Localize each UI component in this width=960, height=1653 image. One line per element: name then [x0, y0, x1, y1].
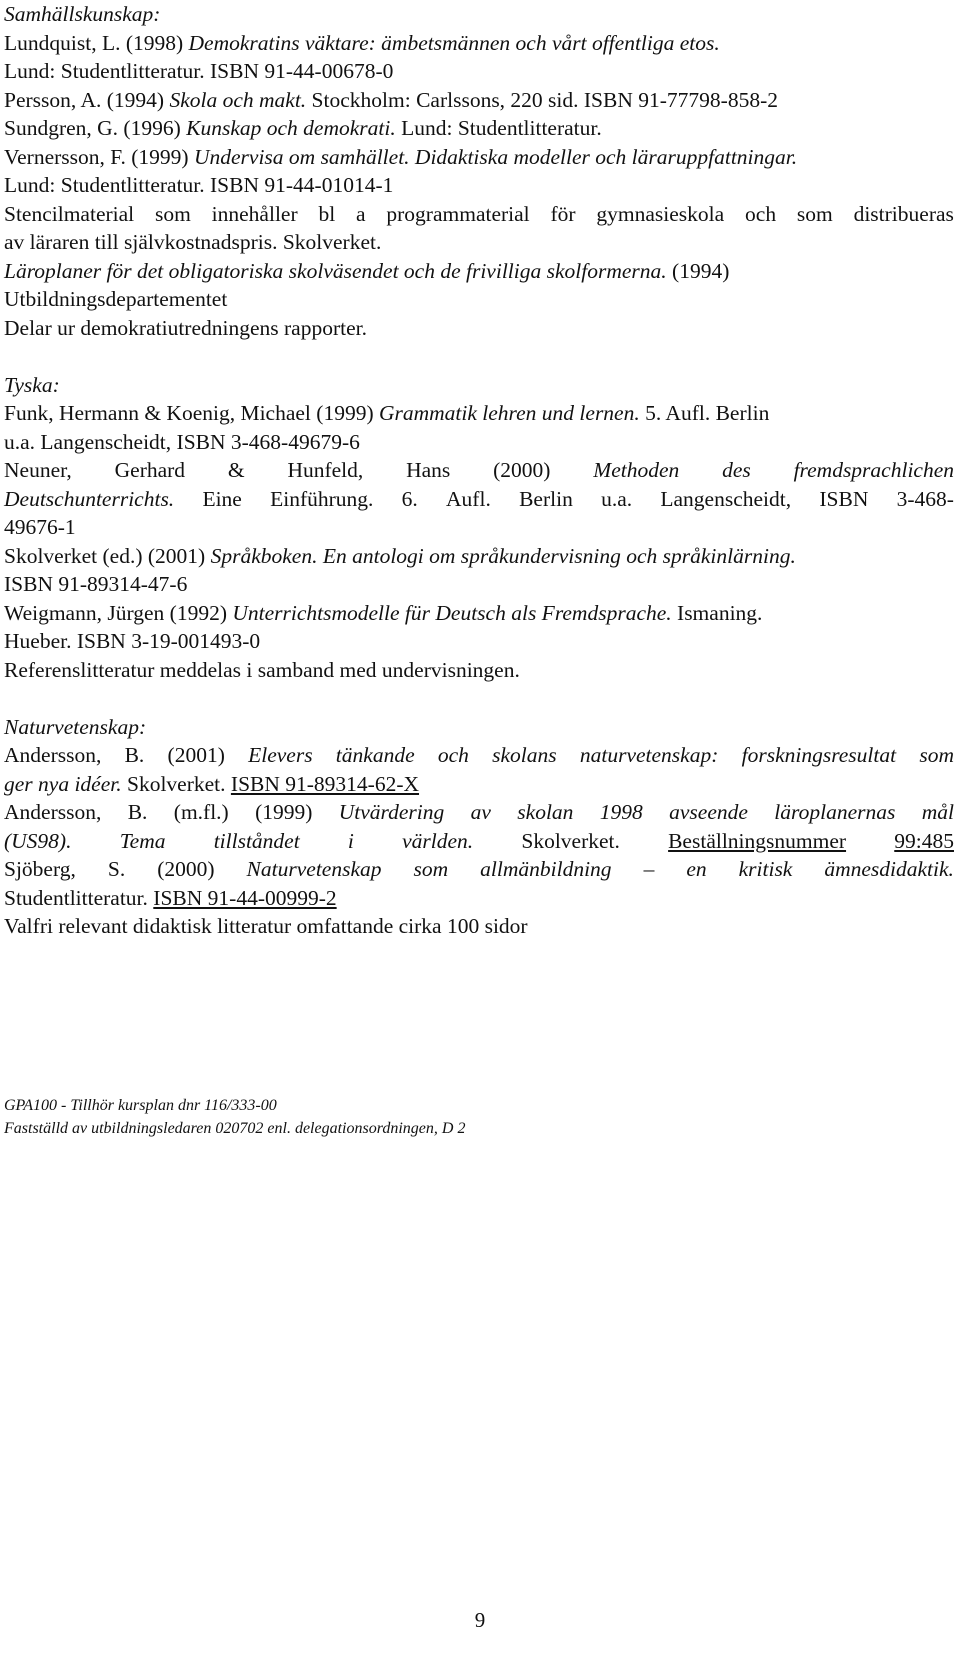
reference-word: innehåller: [211, 201, 298, 226]
reference-word: &: [227, 458, 245, 482]
reference-line: [4, 456, 954, 485]
reference-word: allmänbildning: [480, 857, 612, 881]
reference-word: mål: [921, 800, 954, 824]
reference-title: Kunskap och demokrati.: [186, 116, 396, 140]
reference-text: Funk, Hermann & Koenig, Michael (1999): [4, 401, 379, 425]
reference-word: Gerhard: [114, 458, 186, 482]
reference-line: [4, 627, 954, 656]
reference-text: Lund: Studentlitteratur. ISBN 91-44-00678-0: [4, 59, 394, 83]
reference-link: ISBN 91-44-00999-2: [153, 885, 337, 910]
reference-text: Referenslitteratur meddelas i samband med undervisningen.: [4, 657, 520, 682]
reference-word: och: [745, 201, 777, 226]
reference-word: bl: [318, 201, 336, 226]
reference-word: gymnasieskola: [596, 201, 725, 226]
reference-word: Neuner,: [4, 458, 72, 482]
reference-word: fremdsprachlichen: [793, 458, 954, 482]
reference-word: ISBN: [819, 486, 869, 511]
reference-line: [4, 570, 954, 599]
reference-word: och: [437, 743, 469, 767]
reference-word: som: [919, 743, 954, 767]
reference-line: [4, 912, 954, 941]
heading-naturvetenskap: Naturvetenskap:: [4, 714, 147, 739]
reference-line: [4, 171, 954, 200]
reference-word: som: [796, 201, 833, 226]
reference-title: ger nya idéer.: [4, 771, 122, 796]
reference-word: Aufl.: [446, 486, 491, 511]
reference-title: Skola och makt.: [169, 87, 307, 112]
reference-text: Vernersson, F. (1999): [4, 144, 194, 169]
reference-line: [4, 485, 954, 514]
reference-word: en: [686, 857, 707, 881]
reference-word: Sjöberg,: [4, 857, 76, 881]
reference-word: Skolverket.: [521, 828, 620, 853]
reference-word: naturvetenskap:: [579, 743, 719, 767]
reference-line: [4, 285, 954, 314]
reference-word: Berlin: [519, 486, 573, 511]
reference-line: [4, 855, 954, 884]
reference-word: Deutschunterrichts.: [4, 486, 175, 511]
reference-word: distribueras: [853, 201, 954, 226]
reference-link: ISBN 91-89314-62-X: [230, 771, 420, 796]
reference-word: Elevers: [248, 743, 313, 767]
tyska-list: [4, 399, 954, 684]
heading-tyska: Tyska:: [4, 372, 60, 397]
natur-list: [4, 741, 954, 941]
reference-word: des: [722, 458, 751, 482]
reference-word: 99:485: [894, 828, 954, 853]
reference-line: [4, 86, 954, 115]
reference-word: (1999): [255, 800, 313, 824]
reference-word: Naturvetenskap: [246, 857, 382, 881]
reference-text: Sundgren, G. (1996): [4, 116, 187, 140]
reference-text: Studentlitteratur.: [4, 885, 154, 910]
reference-text: Hueber. ISBN 3-19-001493-0: [4, 629, 261, 653]
reference-word: Langenscheidt,: [660, 486, 792, 511]
reference-text: av läraren till självkostnadspris. Skolverket.: [4, 230, 382, 254]
reference-word: tänkande: [335, 743, 415, 767]
reference-line: [4, 741, 954, 770]
reference-text: ISBN 91-89314-47-6: [4, 572, 188, 596]
reference-word: avseende: [669, 800, 748, 824]
reference-line: [4, 827, 954, 856]
reference-word: som: [154, 201, 191, 226]
reference-text: 49676-1: [4, 515, 76, 539]
reference-line: [4, 114, 954, 143]
reference-line: [4, 656, 954, 685]
reference-line: [4, 143, 954, 172]
reference-word: Stencilmaterial: [4, 201, 135, 226]
reference-text: Delar ur demokratiutredningens rapporter.: [4, 315, 367, 340]
reference-word: Methoden: [593, 458, 680, 482]
reference-line: [4, 57, 954, 86]
reference-word: som: [413, 857, 449, 881]
footer: [4, 1094, 465, 1140]
reference-text: (1994): [666, 258, 730, 283]
reference-line: [4, 399, 954, 428]
reference-word: (m.fl.): [173, 800, 229, 824]
reference-word: kritisk: [738, 857, 793, 881]
heading-samhallskunskap: Samhällskunskap:: [4, 2, 161, 26]
reference-word: u.a.: [601, 486, 633, 511]
reference-title: Grammatik lehren und lernen.: [378, 401, 640, 425]
reference-word: 3-468-: [896, 486, 954, 511]
reference-title: Demokratins väktare: ämbetsmännen och vårt offentliga etos.: [188, 30, 720, 55]
reference-line: [4, 599, 954, 628]
reference-word: Hunfeld,: [287, 458, 364, 482]
reference-line: [4, 228, 954, 257]
reference-title: Undervisa om samhället. Didaktiska modeller och läraruppfattningar.: [193, 144, 798, 169]
reference-word: (US98).: [4, 828, 72, 853]
reference-line: [4, 542, 954, 571]
reference-word: 6.: [401, 486, 418, 511]
reference-word: forskningsresultat: [741, 743, 897, 767]
page-number: 9: [474, 1608, 486, 1632]
reference-word: (2001): [167, 743, 225, 767]
reference-text: Lund: Studentlitteratur. ISBN 91-44-01014-1: [4, 173, 394, 197]
reference-text: Lund: Studentlitteratur.: [395, 116, 602, 140]
reference-word: programmaterial: [386, 201, 530, 226]
reference-word: läroplanernas: [774, 800, 896, 824]
reference-word: skolan: [517, 800, 574, 824]
reference-title: Läroplaner för det obligatoriska skolväsendet och de frivilliga skolformerna.: [4, 258, 667, 283]
reference-text: Skolverket (ed.) (2001): [4, 543, 211, 568]
reference-text: Weigmann, Jürgen (1992): [4, 600, 233, 625]
reference-line: [4, 884, 954, 913]
reference-text: Stockholm: Carlssons, 220 sid. ISBN 91-77798-858-2: [306, 87, 778, 112]
reference-line: [4, 513, 954, 542]
reference-word: av: [470, 800, 491, 824]
reference-text: Skolverket.: [121, 771, 231, 796]
reference-text: Persson, A. (1994): [4, 87, 170, 112]
reference-word: Beställningsnummer: [668, 828, 847, 853]
reference-line: [4, 428, 954, 457]
reference-text: Valfri relevant didaktisk litteratur omfattande cirka 100 sidor: [4, 914, 528, 938]
reference-word: Einführung.: [270, 486, 374, 511]
footer-line: Fastställd av utbildningsledaren 020702 enl. delegationsordningen, D 2: [4, 1120, 466, 1137]
reference-word: Andersson,: [4, 800, 102, 824]
reference-line: [4, 200, 954, 229]
samhall-list: [4, 29, 954, 343]
reference-word: B.: [127, 800, 148, 824]
reference-line: [4, 29, 954, 58]
reference-title: Språkboken. En antologi om språkundervisning och språkinlärning.: [210, 543, 796, 568]
reference-text: u.a. Langenscheidt, ISBN 3-468-49679-6: [4, 429, 360, 454]
reference-text: Utbildningsdepartementet: [4, 287, 228, 311]
reference-line: [4, 257, 954, 286]
reference-word: a: [356, 201, 366, 226]
reference-word: 1998: [599, 800, 643, 824]
reference-line: [4, 770, 954, 799]
footer-line: GPA100 - Tillhör kursplan dnr 116/333-00: [4, 1097, 277, 1114]
reference-word: ämnesdidaktik.: [824, 857, 954, 881]
reference-word: Andersson,: [4, 743, 102, 767]
reference-word: (2000): [493, 458, 551, 482]
reference-title: Unterrichtsmodelle für Deutsch als Fremdsprache.: [232, 600, 672, 625]
reference-word: tillståndet: [213, 828, 300, 853]
reference-word: B.: [124, 743, 145, 767]
reference-word: Hans: [406, 458, 451, 482]
reference-line: [4, 798, 954, 827]
reference-text: Lundquist, L. (1998): [4, 30, 189, 55]
reference-line: [4, 314, 954, 343]
reference-word: skolans: [492, 743, 557, 767]
reference-word: Utvärdering: [338, 800, 445, 824]
reference-word: Eine: [202, 486, 242, 511]
reference-word: (2000): [157, 857, 215, 881]
reference-word: –: [643, 857, 655, 881]
reference-word: världen.: [402, 828, 474, 853]
reference-word: S.: [107, 857, 126, 881]
reference-word: för: [550, 201, 576, 226]
reference-text: Ismaning.: [671, 600, 763, 625]
document-page: [4, 0, 954, 941]
reference-text: 5. Aufl. Berlin: [639, 401, 770, 425]
reference-word: Tema: [119, 828, 166, 853]
reference-word: i: [347, 828, 354, 853]
